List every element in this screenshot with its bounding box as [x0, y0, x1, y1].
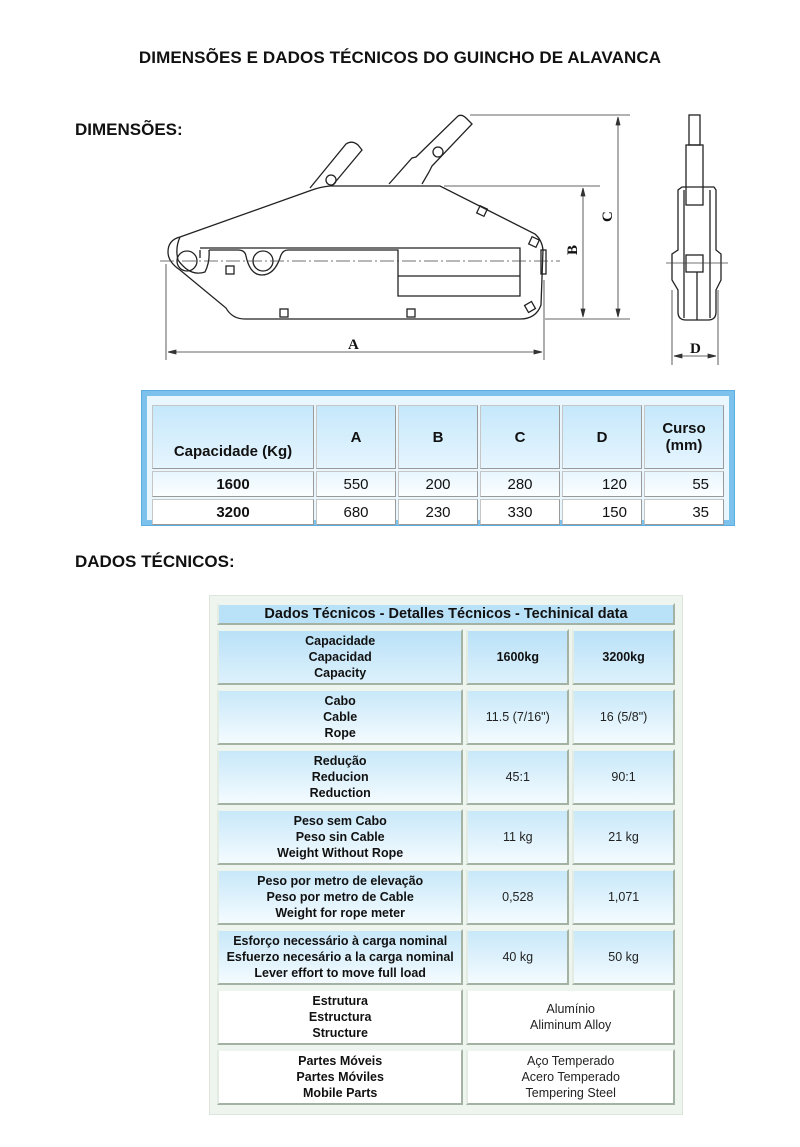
bolt [226, 266, 234, 274]
table-row [217, 629, 675, 685]
winch-body-outline [168, 186, 543, 319]
value-1600: 1600kg [466, 629, 569, 685]
row-label: Redução Reducion Reduction [217, 749, 463, 805]
header-d: D [562, 405, 642, 469]
merged-value: Aço Temperado Acero Temperado Tempering Steel [466, 1049, 675, 1105]
dimensions-table-frame [141, 390, 735, 526]
dimensions-header-row [152, 405, 724, 469]
bolt [477, 206, 488, 217]
header-capacity: Capacidade (Kg) [152, 405, 314, 469]
value-1600: 11 kg [466, 809, 569, 865]
dim-label-c: C [600, 211, 616, 222]
value-3200: 50 kg [572, 929, 675, 985]
dim-label-d: D [690, 341, 701, 357]
cell-a: 680 [316, 499, 396, 525]
table-row [217, 1049, 675, 1105]
dim-label-b: B [565, 244, 581, 255]
technical-table-frame [209, 595, 683, 1115]
row-label: Partes Móveis Partes Móviles Mobile Parts [217, 1049, 463, 1105]
row-label: Peso por metro de elevação Peso por metro de Cable Weight for rope meter [217, 869, 463, 925]
table-row [152, 471, 724, 497]
value-3200: 21 kg [572, 809, 675, 865]
winch-channel [200, 248, 520, 296]
value-3200: 3200kg [572, 629, 675, 685]
table-row [217, 869, 675, 925]
cell-a: 550 [316, 471, 396, 497]
cell-capacity: 3200 [152, 499, 314, 525]
table-row [152, 499, 724, 525]
cell-d: 150 [562, 499, 642, 525]
value-1600: 45:1 [466, 749, 569, 805]
value-1600: 11.5 (7/16") [466, 689, 569, 745]
page-title: DIMENSÕES E DADOS TÉCNICOS DO GUINCHO DE ALAVANCA [138, 48, 662, 67]
value-3200: 16 (5/8") [572, 689, 675, 745]
merged-value: Alumínio Aliminum Alloy [466, 989, 675, 1045]
row-label: Cabo Cable Rope [217, 689, 463, 745]
cell-c: 280 [480, 471, 560, 497]
cell-b: 200 [398, 471, 478, 497]
dimensions-heading: DIMENSÕES: [75, 120, 183, 139]
cell-b: 230 [398, 499, 478, 525]
bolt [525, 302, 536, 313]
row-label: Esforço necessário à carga nominal Esfuerzo necesário a la carga nominal Lever effort to move full load [217, 929, 463, 985]
lever-right [389, 115, 472, 184]
cell-curso: 55 [644, 471, 724, 497]
table-row [217, 989, 675, 1045]
row-label: Estrutura Estructura Structure [217, 989, 463, 1045]
table-row [217, 689, 675, 745]
winch-end-view [672, 115, 721, 320]
value-1600: 0,528 [466, 869, 569, 925]
technical-table [214, 599, 678, 1109]
table-row [217, 929, 675, 985]
header-c: C [480, 405, 560, 469]
cell-capacity: 1600 [152, 471, 314, 497]
technical-title-row [217, 603, 675, 625]
header-b: B [398, 405, 478, 469]
row-label: Peso sem Cabo Peso sin Cable Weight Without Rope [217, 809, 463, 865]
value-3200: 1,071 [572, 869, 675, 925]
cell-curso: 35 [644, 499, 724, 525]
bolt [529, 237, 540, 248]
bolt [280, 309, 288, 317]
table-row [217, 749, 675, 805]
cell-c: 330 [480, 499, 560, 525]
header-curso: Curso (mm) [644, 405, 724, 469]
technical-table-title: Dados Técnicos - Detalles Técnicos - Techinical data [217, 603, 675, 625]
value-3200: 90:1 [572, 749, 675, 805]
row-label: Capacidade Capacidad Capacity [217, 629, 463, 685]
dim-label-a: A [348, 337, 359, 353]
value-1600: 40 kg [466, 929, 569, 985]
winch-technical-drawing [0, 0, 800, 380]
cell-d: 120 [562, 471, 642, 497]
header-a: A [316, 405, 396, 469]
table-row [217, 809, 675, 865]
technical-heading: DADOS TÉCNICOS: [75, 552, 235, 571]
dimensions-table [150, 403, 726, 527]
bolt [407, 309, 415, 317]
